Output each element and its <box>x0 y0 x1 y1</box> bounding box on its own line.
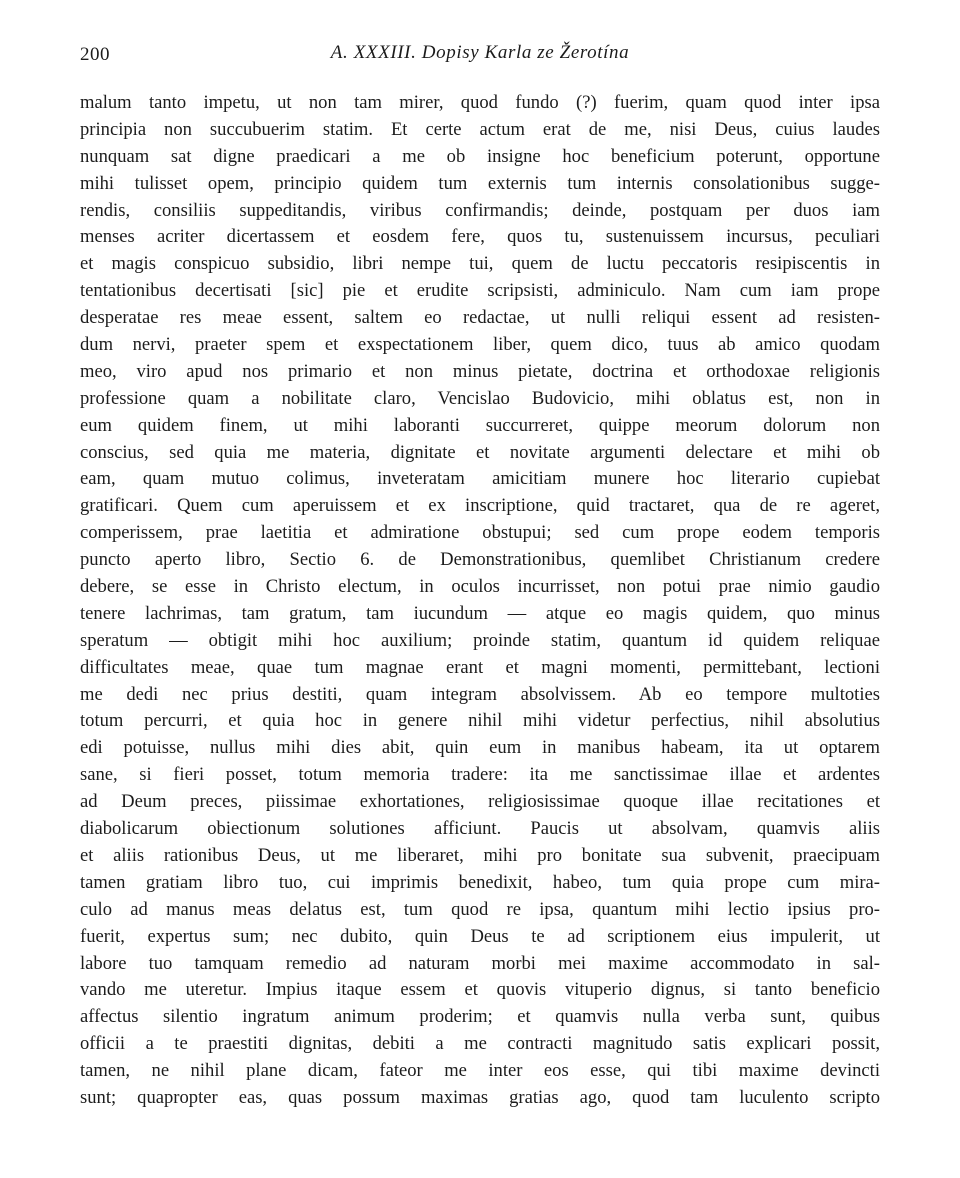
text-line: tamen gratiam libro tuo, cui imprimis benedixit, habeo, tum quia prope cum mira- <box>80 871 880 893</box>
text-line: totum percurri, et quia hoc in genere nihil mihi videtur perfectius, nihil absolutius <box>80 710 880 732</box>
text-line: dum nervi, praeter spem et exspectationem liber, quem dico, tuus ab amico quodam <box>80 334 880 356</box>
text-line: comperissem, prae laetitia et admiratione obstupui; sed cum prope eodem temporis <box>80 522 880 544</box>
text-line: et magis conspicuo subsidio, libri nempe tui, quem de luctu peccatoris resipiscentis in <box>80 253 880 275</box>
text-line: tamen, ne nihil plane dicam, fateor me inter eos esse, qui tibi maxime devincti <box>80 1060 880 1082</box>
text-line: desperatae res meae essent, saltem eo redactae, ut nulli reliqui essent ad resisten- <box>80 307 880 329</box>
text-line: et aliis rationibus Deus, ut me liberaret, mihi pro bonitate sua subvenit, praecipuam <box>80 844 880 866</box>
text-line: culo ad manus meas delatus est, tum quod re ipsa, quantum mihi lectio ipsius pro- <box>80 898 880 920</box>
page-number: 200 <box>80 44 110 65</box>
text-line: affectus silentio ingratum animum proderim; et quamvis nulla verba sunt, quibus <box>80 1006 880 1028</box>
text-line: tenere lachrimas, tam gratum, tam iucundum — atque eo magis quidem, quo minus <box>80 602 880 624</box>
text-line: puncto aperto libro, Sectio 6. de Demonstrationibus, quemlibet Christianum credere <box>80 549 880 571</box>
text-line: tentationibus decertisati [sic] pie et erudite scripsisti, adminiculo. Nam cum iam prope <box>80 280 880 302</box>
text-line: conscius, sed quia me materia, dignitate et novitate argumenti delectare et mihi ob <box>80 441 880 463</box>
text-line: officii a te praestiti dignitas, debiti a me contracti magnitudo satis explicari possit, <box>80 1033 880 1055</box>
text-line: ad Deum preces, piissimae exhortationes, religiosissimae quoque illae recitationes et <box>80 791 880 813</box>
text-line: eum quidem finem, ut mihi laboranti succurreret, quippe meorum dolorum non <box>80 414 880 436</box>
body-text <box>80 90 880 1112</box>
text-line: fuerit, expertus sum; nec dubito, quin Deus te ad scriptionem eius impulerit, ut <box>80 925 880 947</box>
text-line: meo, viro apud nos primario et non minus pietate, doctrina et orthodoxae religionis <box>80 360 880 382</box>
text-line: principia non succubuerim statim. Et certe actum erat de me, nisi Deus, cuius laudes <box>80 118 880 140</box>
text-line: vando me uteretur. Impius itaque essem et quovis vituperio dignus, si tanto beneficio <box>80 979 880 1001</box>
text-line: diabolicarum obiectionum solutiones afficiunt. Paucis ut absolvam, quamvis aliis <box>80 818 880 840</box>
text-line: malum tanto impetu, ut non tam mirer, quod fundo (?) fuerim, quam quod inter ipsa <box>80 92 880 113</box>
text-line: labore tuo tamquam remedio ad naturam morbi mei maxime accommodato in sal- <box>80 952 880 974</box>
text-line: eam, quam mutuo colimus, inveteratam amicitiam munere hoc literario cupiebat <box>80 468 880 490</box>
text-line: nunquam sat digne praedicari a me ob insigne hoc beneficium poterunt, opportune <box>80 145 880 167</box>
text-line: difficultates meae, quae tum magnae erant et magni momenti, permittebant, lectioni <box>80 656 880 678</box>
running-title: A. XXXIII. Dopisy Karla ze Žerotína <box>330 42 630 63</box>
text-line: rendis, consiliis suppeditandis, viribus confirmandis; deinde, postquam per duos iam <box>80 199 880 221</box>
text-line: mihi tulisset opem, principio quidem tum externis tum internis consolationibus sugge- <box>80 172 880 194</box>
text-line: me dedi nec prius destiti, quam integram absolvissem. Ab eo tempore multoties <box>80 683 880 705</box>
text-line: menses acriter dicertassem et eosdem fere, quos tu, sustenuissem incursus, peculiari <box>80 226 880 248</box>
text-line: professione quam a nobilitate claro, Vencislao Budovicio, mihi oblatus est, non in <box>80 387 880 409</box>
page-header <box>80 40 880 74</box>
text-line: sane, si fieri posset, totum memoria tradere: ita me sanctissimae illae et ardentes <box>80 764 880 786</box>
document-page <box>80 40 880 1112</box>
text-line: gratificari. Quem cum aperuissem et ex inscriptione, quid tractaret, qua de re ageret, <box>80 495 880 517</box>
text-line: sunt; quapropter eas, quas possum maximas gratias ago, quod tam luculento scripto <box>80 1086 880 1108</box>
text-line: speratum — obtigit mihi hoc auxilium; proinde statim, quantum id quidem reliquae <box>80 629 880 651</box>
text-line: debere, se esse in Christo electum, in oculos incurrisset, non potui prae nimio gaudio <box>80 576 880 598</box>
text-line: edi potuisse, nullus mihi dies abit, quin eum in manibus habeam, ita ut optarem <box>80 737 880 759</box>
